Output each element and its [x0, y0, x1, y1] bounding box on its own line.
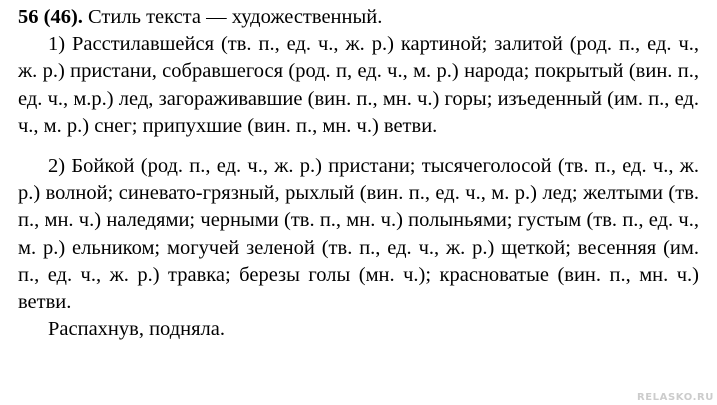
exercise-number: 56 (46). — [18, 6, 83, 28]
exercise-heading — [18, 4, 699, 31]
answer-paragraph-1: 1) Расстилавшейся (тв. п., ед. ч., ж. р.) картиной; залитой (род. п., ед. ч., ж. р.) пристани, собравшегося (род. п, ед. ч., м. р.) народа; покрытый (вин. п., ед. ч., м.р.) лед, загораживавшие (вин. п., мн. ч.) горы; изъеденный (им. п., ед. ч., м. р.) снег; припухшие (вин. п., мн. ч.) ветви. — [18, 33, 699, 137]
answer-paragraph-3: Распахнув, подняла. — [48, 318, 225, 341]
site-watermark: RELASKO.RU — [636, 392, 714, 403]
answer-paragraph-2: 2) Бойкой (род. п., ед. ч., ж. р.) пристани; тысячеголосой (тв. п., ед. ч., ж. р.) волной; синевато-грязный, рыхлый (вин. п., ед. ч., м. р.) лед; желтыми (тв. п., мн. ч.) наледями; черными (тв. п., мн. ч.) полыньями; густым (тв. п., ед. ч., м. р.) ельником; могучей зеленой (тв. п., ед. ч., ж. р.) щеткой; весенняя (им. п., ед. ч., ж. р.) травка; березы голы (мн. ч.); красноватые (вин. п., мн. ч.) ветви. — [18, 155, 699, 314]
exercise-title: Стиль текста — художественный. — [88, 6, 383, 28]
